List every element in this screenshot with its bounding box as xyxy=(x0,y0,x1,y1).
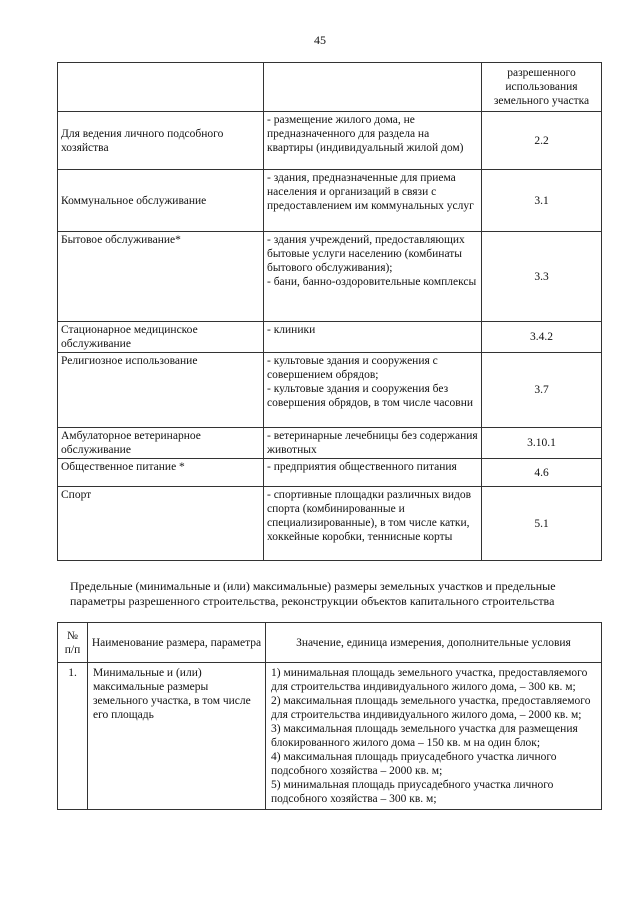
use-description-line: - спортивные площадки различных видов спорта (комбинированные и специализированные), в том числе катки, хоккейные коробки, теннисные корты xyxy=(267,489,472,543)
use-code-cell: 2.2 xyxy=(482,112,602,170)
use-description-cell xyxy=(264,112,482,170)
use-code-cell: 3.10.1 xyxy=(482,428,602,459)
use-description-line: - здания учреждений, предоставляющих бытовые услуги населению (комбинаты бытового обслуживания); xyxy=(267,234,465,274)
use-code-cell: 5.1 xyxy=(482,487,602,561)
uses-table-row xyxy=(58,170,602,232)
uses-table-row xyxy=(58,353,602,428)
use-description-line: - предприятия общественного питания xyxy=(267,461,457,473)
paragraph-line: Предельные (минимальные и (или) максимальные) размеры земельных участков и предельные xyxy=(70,579,556,593)
permitted-uses-table xyxy=(57,62,602,561)
use-description-line: - размещение жилого дома, не предназначенного для раздела на квартиры (индивидуальный жилой дом) xyxy=(267,114,464,154)
use-description-line: - культовые здания и сооружения без совершения обрядов, в том числе часовни xyxy=(267,383,474,409)
paragraph-line: параметры разрешенного строительства, реконструкции объектов капитального строительства xyxy=(70,594,555,608)
use-name-cell: Спорт xyxy=(58,487,264,561)
params-header-row xyxy=(58,623,602,663)
uses-table-row xyxy=(58,112,602,170)
parameters-table xyxy=(57,622,602,810)
params-table-row xyxy=(58,663,602,810)
use-description-cell xyxy=(264,353,482,428)
header-code-line: разрешенного xyxy=(507,67,576,79)
use-name-cell: Общественное питание * xyxy=(58,459,264,487)
use-description-cell xyxy=(264,232,482,322)
param-name-cell: Минимальные и (или) максимальные размеры земельного участка, в том числе его площадь xyxy=(88,663,266,810)
param-condition-item: 3) максимальная площадь земельного участка для размещения блокированного жилого дома – 150 кв. м на один блок; xyxy=(271,723,578,749)
param-condition-item: 4) максимальная площадь приусадебного участка личного подсобного хозяйства – 2000 кв. м; xyxy=(271,751,557,777)
uses-table-row xyxy=(58,487,602,561)
page-number: 45 xyxy=(314,33,326,47)
use-description-line: - ветеринарные лечебницы без содержания животных xyxy=(267,430,478,456)
use-name-cell: Коммунальное обслуживание xyxy=(58,170,264,232)
use-name-cell: Религиозное использование xyxy=(58,353,264,428)
param-condition-item: 2) максимальная площадь земельного участка, предоставляемого для строительства индивидуального жилого дома, – 2000 кв. м; xyxy=(271,695,591,721)
use-description-cell xyxy=(264,170,482,232)
use-code-cell: 3.3 xyxy=(482,232,602,322)
use-description-cell xyxy=(264,322,482,353)
uses-table-row xyxy=(58,322,602,353)
use-code-cell: 3.1 xyxy=(482,170,602,232)
use-code-cell: 3.7 xyxy=(482,353,602,428)
use-description-cell xyxy=(264,459,482,487)
params-header-value: Значение, единица измерения, дополнительные условия xyxy=(266,623,602,663)
uses-header-description xyxy=(264,63,482,112)
use-name-cell: Для ведения личного подсобного хозяйства xyxy=(58,112,264,170)
header-code-line: использования xyxy=(505,81,578,93)
param-condition-item: 5) минимальная площадь приусадебного участка личного подсобного хозяйства – 300 кв. м; xyxy=(271,779,554,805)
param-number-cell: 1. xyxy=(58,663,88,810)
params-header-name: Наименование размера, параметра xyxy=(88,623,266,663)
limits-paragraph xyxy=(70,579,600,609)
use-description-cell xyxy=(264,487,482,561)
uses-table-row xyxy=(58,428,602,459)
params-header-num: № п/п xyxy=(58,623,88,663)
use-description-line: - здания, предназначенные для приема населения и организаций в связи с предоставлением им коммунальных услуг xyxy=(267,172,474,212)
use-description-line: - клиники xyxy=(267,324,316,336)
use-code-cell: 3.4.2 xyxy=(482,322,602,353)
param-conditions-cell xyxy=(266,663,602,810)
use-name-cell: Бытовое обслуживание* xyxy=(58,232,264,322)
use-name-cell: Амбулаторное ветеринарное обслуживание xyxy=(58,428,264,459)
uses-table-row xyxy=(58,459,602,487)
uses-table-row xyxy=(58,232,602,322)
header-code-line: земельного участка xyxy=(493,95,590,107)
use-description-line: - бани, банно-оздоровительные комплексы xyxy=(267,276,477,288)
uses-header-row xyxy=(58,63,602,112)
uses-header-name xyxy=(58,63,264,112)
param-condition-item: 1) минимальная площадь земельного участка, предоставляемого для строительства индивидуального жилого дома, – 300 кв. м; xyxy=(271,667,588,693)
uses-header-code xyxy=(482,63,602,112)
use-description-cell xyxy=(264,428,482,459)
use-name-cell: Стационарное медицинское обслуживание xyxy=(58,322,264,353)
use-code-cell: 4.6 xyxy=(482,459,602,487)
use-description-line: - культовые здания и сооружения с совершением обрядов; xyxy=(267,355,438,381)
